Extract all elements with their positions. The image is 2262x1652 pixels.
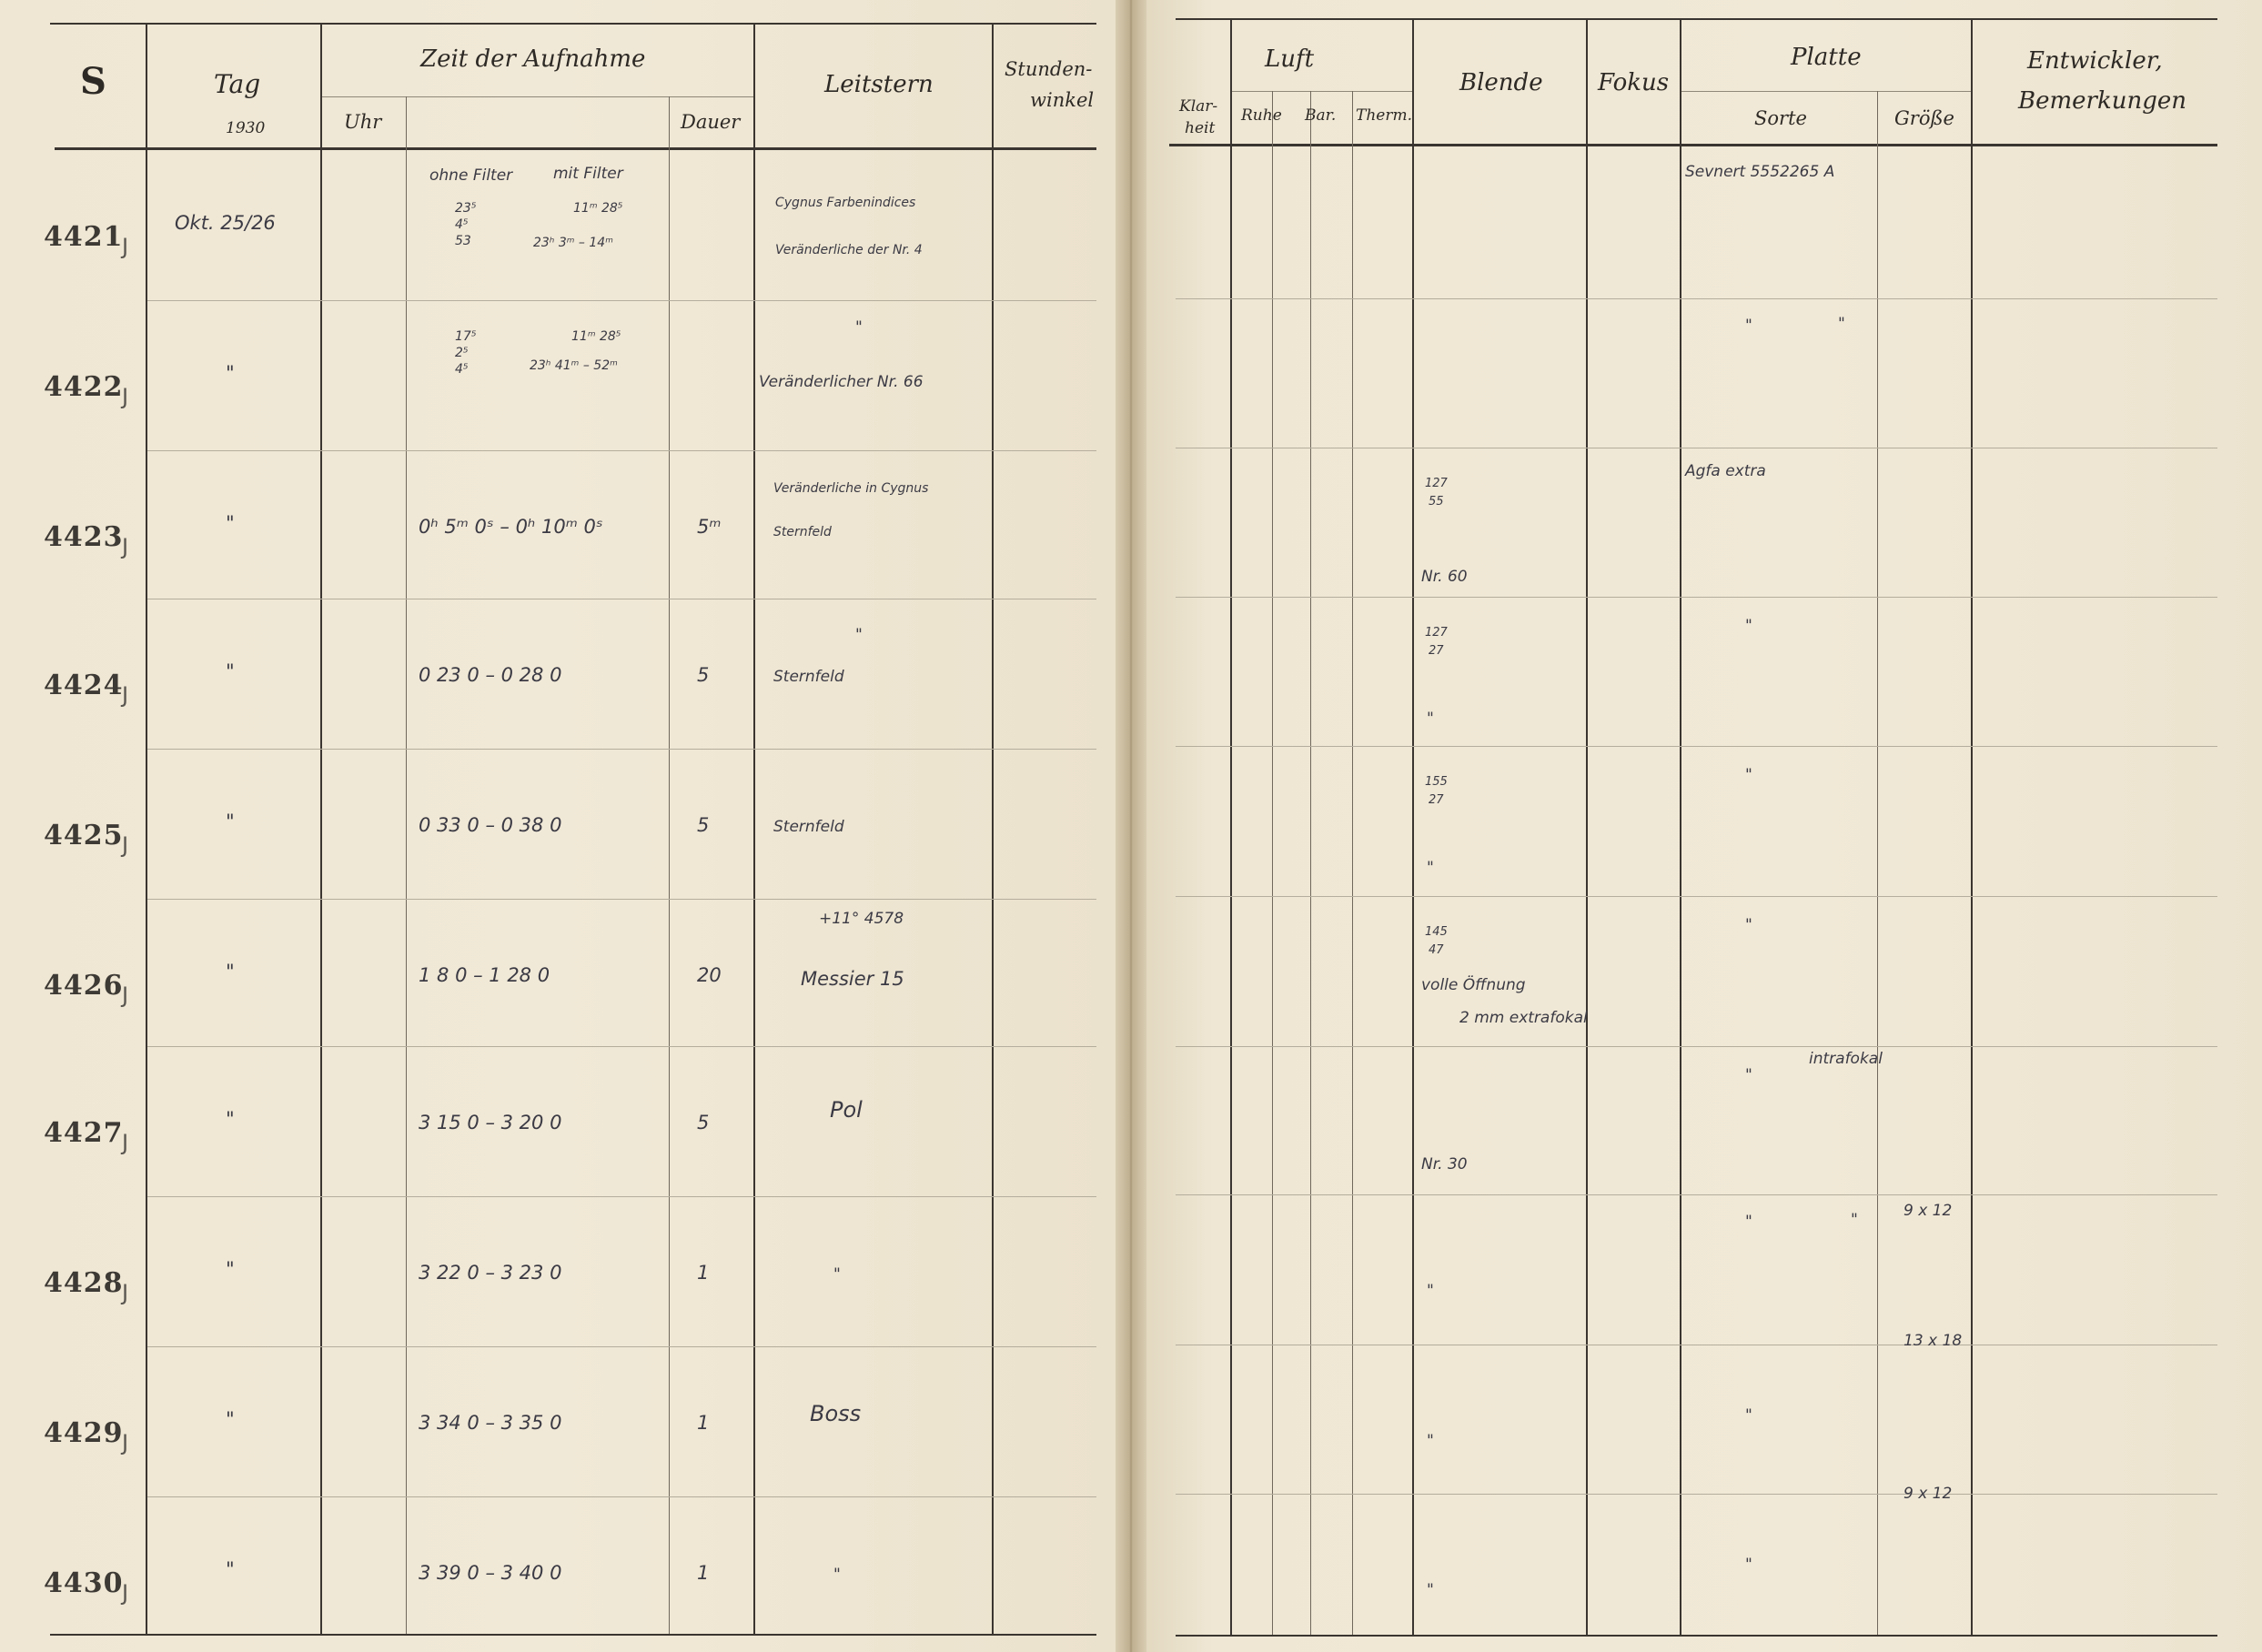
row-number: 4430 xyxy=(44,1567,124,1599)
tag-cell: " xyxy=(226,1108,235,1130)
uhr-cell: 3 34 0 – 3 35 0 xyxy=(419,1412,562,1434)
blende-note-2: 2 mm extrafokal xyxy=(1459,1009,1588,1027)
sorte-extra-note: intrafokal xyxy=(1809,1050,1883,1068)
leitstern-line-0: " xyxy=(855,318,863,337)
left-row-separator xyxy=(147,1496,1096,1497)
blende-line-1: 127 xyxy=(1425,477,1448,490)
sorte-cell: " xyxy=(1745,1556,1752,1574)
header-dauer: Dauer xyxy=(681,111,741,133)
sorte-cell: " xyxy=(1745,1066,1752,1084)
leitstern-line-1: Pol xyxy=(830,1097,863,1123)
row-check-mark: J xyxy=(122,234,129,259)
row-check-mark: J xyxy=(122,534,129,559)
left-row-separator xyxy=(147,749,1096,750)
sorte-cell: " xyxy=(1745,916,1752,934)
sorte-cell: " xyxy=(1745,1406,1752,1425)
leitstern-line-1: Messier 15 xyxy=(801,968,904,990)
header-fokus: Fokus xyxy=(1598,69,1670,96)
leitstern-line-1: " xyxy=(833,1265,841,1284)
header-leitstern: Leitstern xyxy=(824,71,934,98)
tag-cell: " xyxy=(226,1408,235,1430)
col-sep-ruhe xyxy=(1310,91,1311,1635)
zeit-a1: 23⁵ xyxy=(455,201,477,216)
right-row-separator xyxy=(1176,896,2217,897)
left-row-separator xyxy=(147,450,1096,451)
right-row-separator xyxy=(1176,746,2217,747)
right-top-rule xyxy=(1176,18,2217,20)
tag-cell: " xyxy=(226,961,235,982)
right-row-separator xyxy=(1176,597,2217,598)
header-therm: Therm. xyxy=(1356,106,1412,125)
leitstern-line-1: Boss xyxy=(810,1401,862,1426)
dauer-cell: 1 xyxy=(697,1262,710,1284)
dauer-cell: 5 xyxy=(697,814,710,836)
zeit-b1: 11ᵐ 28⁵ xyxy=(571,329,621,344)
zeit-sub-rule xyxy=(321,96,753,97)
sorte-cell: " xyxy=(1745,617,1752,635)
row-number: 4424 xyxy=(44,670,124,701)
left-top-rule xyxy=(50,23,1096,25)
zeit-b2: 23ʰ 3ᵐ – 14ᵐ xyxy=(533,236,613,250)
col-sep-leit xyxy=(992,25,994,1634)
sorte-cell: Agfa extra xyxy=(1685,462,1766,480)
sorte-cell-b: " xyxy=(1838,315,1845,333)
right-row-separator xyxy=(1176,1046,2217,1047)
right-row-separator xyxy=(1176,1494,2217,1495)
right-page xyxy=(1146,0,2262,1652)
leitstern-line-2: Veränderliche der Nr. 4 xyxy=(775,243,923,257)
col-sep-blende xyxy=(1586,18,1588,1635)
blende-note-1: " xyxy=(1427,1282,1434,1300)
col-sep-stunden xyxy=(1230,18,1232,1635)
header-tag-year: 1930 xyxy=(226,119,266,137)
sorte-cell-b: " xyxy=(1851,1211,1858,1229)
header-blende: Blende xyxy=(1459,69,1543,96)
row-number: 4429 xyxy=(44,1417,124,1449)
zeit-b2: 23ʰ 41ᵐ – 52ᵐ xyxy=(530,358,618,373)
leitstern-line-0: +11° 4578 xyxy=(819,910,904,928)
col-sep-fokus xyxy=(1680,18,1681,1635)
header-klar-2: heit xyxy=(1185,119,1216,137)
blende-note-1: volle Öffnung xyxy=(1421,976,1526,994)
header-sorte: Sorte xyxy=(1754,107,1807,129)
row-check-mark: J xyxy=(122,1430,129,1456)
row-number: 4423 xyxy=(44,521,124,553)
blende-line-1: 155 xyxy=(1425,775,1448,789)
zeit-a3: 53 xyxy=(455,234,471,248)
left-row-separator xyxy=(147,899,1096,900)
header-entwickler-1: Entwickler, xyxy=(2027,47,2163,75)
leitstern-line-1: " xyxy=(833,1566,841,1584)
tag-cell: Okt. 25/26 xyxy=(175,212,276,234)
row-check-mark: J xyxy=(122,1580,129,1606)
header-uhr: Uhr xyxy=(344,111,382,133)
col-sep-klar xyxy=(1272,91,1273,1635)
leitstern-line-1: Cygnus Farbenindices xyxy=(775,196,916,210)
blende-note-1: " xyxy=(1427,1581,1434,1599)
dauer-cell: 1 xyxy=(697,1412,710,1434)
row-check-mark: J xyxy=(122,1280,129,1305)
uhr-cell: 3 39 0 – 3 40 0 xyxy=(419,1562,562,1584)
header-s: S xyxy=(80,60,106,103)
dauer-cell: 5 xyxy=(697,664,710,686)
groesse-cell: 13 x 18 xyxy=(1904,1332,1963,1350)
uhr-cell: 0ʰ 5ᵐ 0ˢ – 0ʰ 10ᵐ 0ˢ xyxy=(419,516,603,538)
blende-note-1: Nr. 60 xyxy=(1421,568,1468,586)
zeit-b1: 11ᵐ 28⁵ xyxy=(573,201,623,216)
uhr-cell: 3 22 0 – 3 23 0 xyxy=(419,1262,562,1284)
left-row-separator xyxy=(147,1046,1096,1047)
header-zeit: Zeit der Aufnahme xyxy=(420,45,646,73)
right-header-rule xyxy=(1169,144,2217,146)
zeit-a2: 2⁵ xyxy=(455,346,469,360)
left-row-separator xyxy=(147,1346,1096,1347)
leitstern-line-1: Sternfeld xyxy=(773,818,844,836)
header-stunden-1: Stunden- xyxy=(1005,58,1093,80)
right-bottom-rule xyxy=(1176,1635,2217,1637)
dauer-cell: 5ᵐ xyxy=(697,516,722,538)
header-bar: Bar. xyxy=(1305,106,1337,125)
row-number: 4425 xyxy=(44,820,124,851)
col-sep-uhr xyxy=(406,96,407,1634)
header-entwickler-2: Bemerkungen xyxy=(2018,87,2186,115)
header-ruhe: Ruhe xyxy=(1241,106,1282,125)
zeit-note-ohne-filter: ohne Filter xyxy=(429,166,513,185)
left-bottom-rule xyxy=(50,1634,1096,1636)
uhr-cell: 0 33 0 – 0 38 0 xyxy=(419,814,562,836)
row-check-mark: J xyxy=(122,384,129,409)
groesse-cell: 9 x 12 xyxy=(1904,1202,1953,1220)
leitstern-line-1: Veränderliche in Cygnus xyxy=(773,481,929,496)
left-row-separator xyxy=(147,1196,1096,1197)
header-groesse: Größe xyxy=(1894,107,1954,129)
col-sep-mid xyxy=(669,96,670,1634)
col-sep-bar xyxy=(1352,91,1353,1635)
zeit-a1: 17⁵ xyxy=(455,329,477,344)
sorte-cell: " xyxy=(1745,317,1752,335)
row-number: 4428 xyxy=(44,1267,124,1299)
col-sep-tag xyxy=(320,25,322,1634)
groesse-cell: 9 x 12 xyxy=(1904,1485,1953,1503)
left-header-rule xyxy=(55,147,1096,150)
right-row-separator xyxy=(1176,1194,2217,1195)
blende-note-1: " xyxy=(1427,710,1434,728)
row-check-mark: J xyxy=(122,982,129,1008)
book-gutter xyxy=(1116,0,1146,1652)
uhr-cell: 0 23 0 – 0 28 0 xyxy=(419,664,562,686)
blende-note-1: " xyxy=(1427,859,1434,877)
header-platte: Platte xyxy=(1791,44,1862,71)
row-number: 4422 xyxy=(44,371,124,403)
tag-cell: " xyxy=(226,660,235,682)
col-sep-s xyxy=(146,25,147,1634)
col-sep-sorte xyxy=(1877,91,1878,1635)
blende-line-1: 127 xyxy=(1425,626,1448,640)
blende-line-2: 27 xyxy=(1429,644,1444,658)
dauer-cell: 20 xyxy=(697,964,722,986)
leitstern-line-0: " xyxy=(855,626,863,644)
tag-cell: " xyxy=(226,1258,235,1280)
zeit-a2: 4⁵ xyxy=(455,217,469,232)
row-number: 4427 xyxy=(44,1117,124,1149)
platte-sub-rule xyxy=(1681,91,1972,92)
tag-cell: " xyxy=(226,512,235,534)
zeit-note-mit-filter: mit Filter xyxy=(553,165,623,183)
row-check-mark: J xyxy=(122,832,129,858)
leitstern-line-2: Sternfeld xyxy=(773,525,832,539)
tag-cell: " xyxy=(226,1558,235,1580)
row-check-mark: J xyxy=(122,682,129,708)
blende-line-2: 47 xyxy=(1429,943,1444,957)
blende-note-1: Nr. 30 xyxy=(1421,1155,1468,1174)
sorte-cell: " xyxy=(1745,1213,1752,1231)
sorte-cell: Sevnert 5552265 A xyxy=(1685,163,1835,181)
right-row-separator xyxy=(1176,298,2217,299)
dauer-cell: 5 xyxy=(697,1112,710,1133)
header-stunden-2: winkel xyxy=(1030,89,1095,111)
uhr-cell: 3 15 0 – 3 20 0 xyxy=(419,1112,562,1133)
left-row-separator xyxy=(147,300,1096,301)
blende-line-2: 55 xyxy=(1429,495,1444,509)
uhr-cell: 1 8 0 – 1 28 0 xyxy=(419,964,550,986)
luft-sub-rule xyxy=(1230,91,1412,92)
row-number: 4426 xyxy=(44,970,124,1002)
blende-note-1: " xyxy=(1427,1432,1434,1450)
zeit-a3: 4⁵ xyxy=(455,362,469,377)
leitstern-line-1: Sternfeld xyxy=(773,668,844,686)
row-number: 4421 xyxy=(44,221,124,253)
leitstern-line-1: Veränderlicher Nr. 66 xyxy=(759,373,924,391)
row-check-mark: J xyxy=(122,1130,129,1155)
dauer-cell: 1 xyxy=(697,1562,710,1584)
header-klar-1: Klar- xyxy=(1179,97,1218,116)
blende-line-1: 145 xyxy=(1425,925,1448,939)
sorte-cell: " xyxy=(1745,766,1752,784)
col-sep-dauer xyxy=(753,25,755,1634)
col-sep-therm xyxy=(1412,18,1414,1635)
header-tag: Tag xyxy=(214,69,261,99)
tag-cell: " xyxy=(226,362,235,384)
blende-line-2: 27 xyxy=(1429,793,1444,807)
tag-cell: " xyxy=(226,811,235,832)
header-luft: Luft xyxy=(1265,45,1315,73)
col-sep-groesse xyxy=(1971,18,1973,1635)
